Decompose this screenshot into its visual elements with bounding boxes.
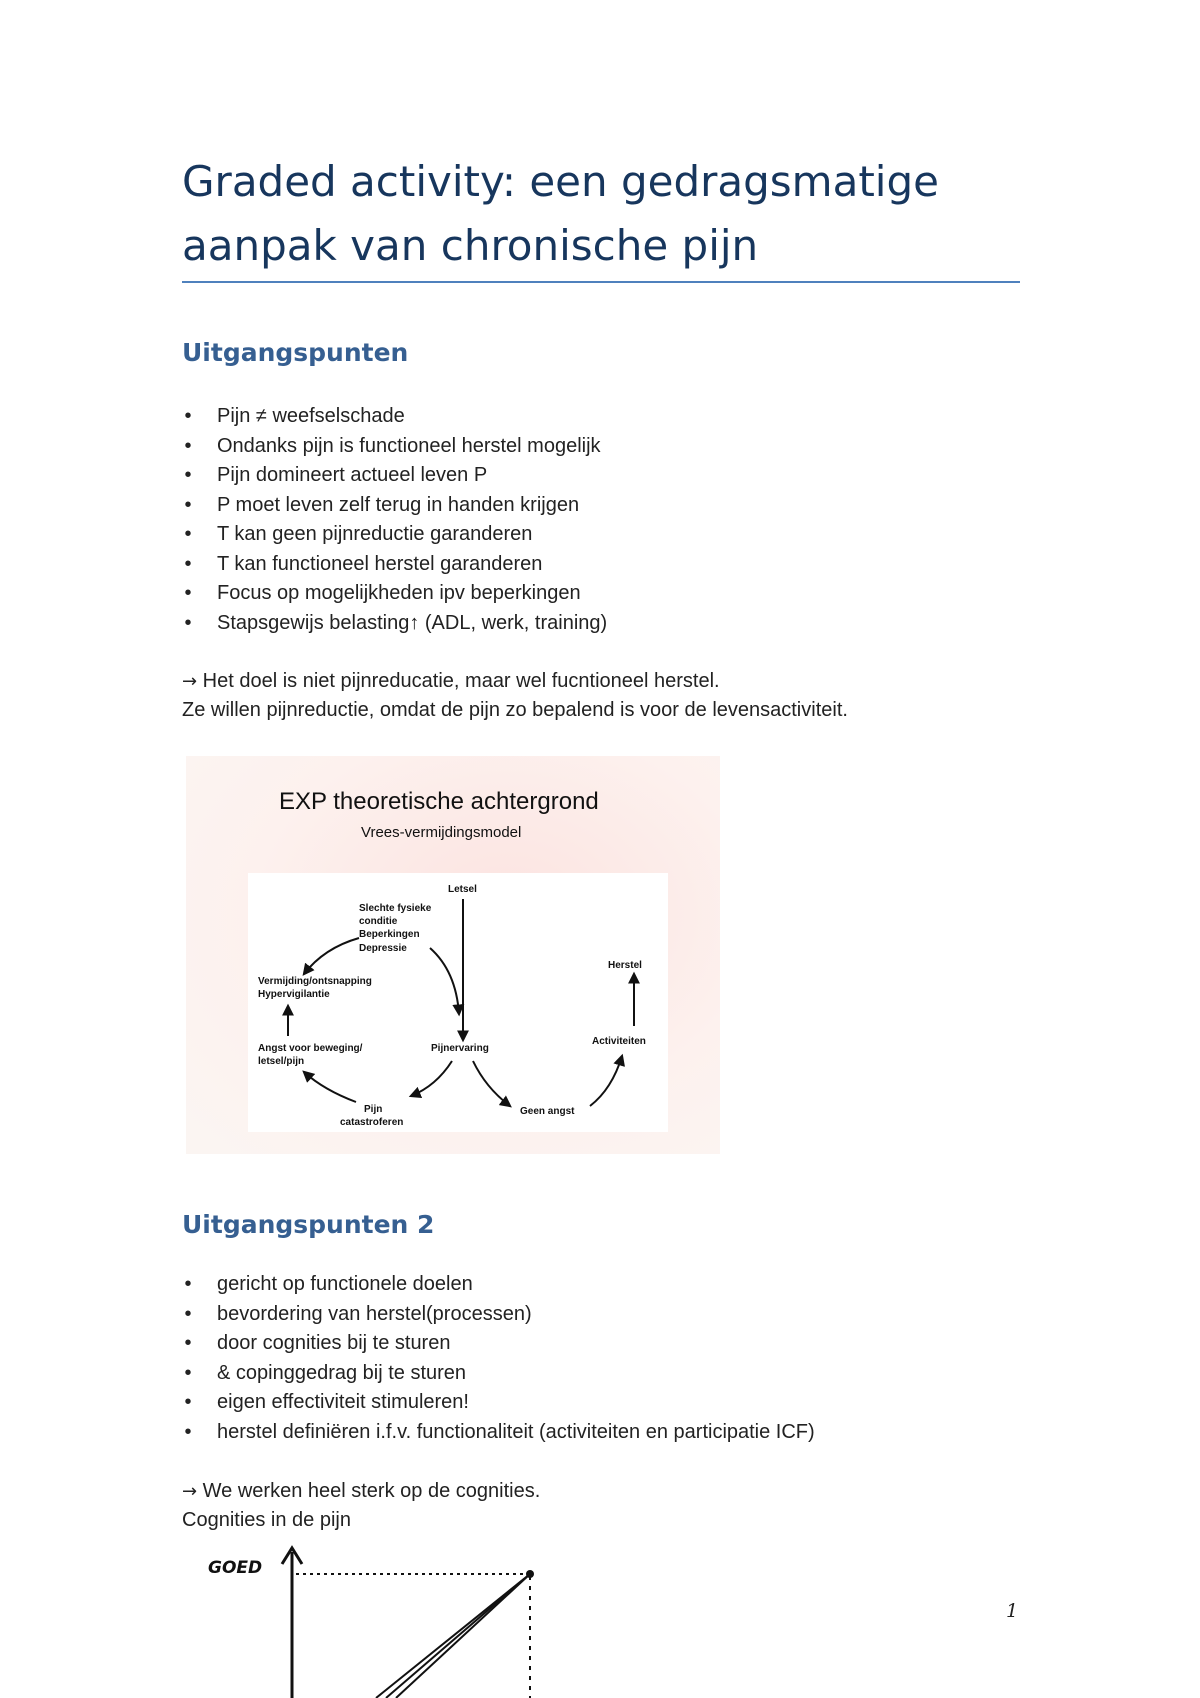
- list-item: • door cognities bij te sturen: [184, 1332, 451, 1354]
- cognities-sketch-figure: [186, 1540, 556, 1698]
- note-paragraph-1: → Het doel is niet pijnreducatie, maar wel fucntioneel herstel.: [182, 670, 720, 692]
- node-catastroferen-2: catastroferen: [340, 1117, 404, 1128]
- list-item: • Focus op mogelijkheden ipv beperkingen: [184, 582, 581, 604]
- section-heading-uitgangspunten: Uitgangspunten: [182, 338, 409, 367]
- page-number: 1: [1006, 1600, 1019, 1622]
- node-angst-2: letsel/pijn: [258, 1056, 305, 1067]
- list-item: • eigen effectiviteit stimuleren!: [184, 1391, 469, 1413]
- list-item: • Pijn domineert actueel leven P: [184, 464, 488, 486]
- node-geen-angst: Geen angst: [520, 1106, 575, 1117]
- arrow-right-icon: →: [182, 671, 198, 692]
- slide-subtitle: Vrees-vermijdingsmodel: [361, 824, 522, 841]
- fear-avoidance-model-figure: [186, 756, 720, 1154]
- list-item: • Pijn ≠ weefselschade: [184, 405, 405, 427]
- bullet-list-uitgangspunten-2: [182, 1270, 815, 1447]
- node-slechte-4: Depressie: [359, 943, 407, 954]
- list-item: • T kan geen pijnreductie garanderen: [184, 523, 533, 545]
- node-vermijding-2: Hypervigilantie: [258, 989, 330, 1000]
- node-slechte-1: Slechte fysieke: [359, 903, 432, 914]
- note-paragraph-4: Cognities in de pijn: [182, 1509, 351, 1531]
- node-vermijding-1: Vermijding/ontsnapping: [258, 976, 372, 987]
- list-item: • Stapsgewijs belasting↑ (ADL, werk, training): [184, 611, 608, 634]
- node-activiteiten: Activiteiten: [592, 1036, 646, 1047]
- list-item: • bevordering van herstel(processen): [184, 1302, 532, 1325]
- node-letsel: Letsel: [448, 884, 477, 895]
- sketch-line-2: [386, 1574, 530, 1698]
- slide-title: EXP theoretische achtergrond: [279, 788, 599, 815]
- arrow-right-icon: →: [182, 1481, 198, 1502]
- list-item: • gericht op functionele doelen: [184, 1273, 473, 1295]
- sketch-line-3: [396, 1574, 530, 1698]
- node-catastroferen-1: Pijn: [364, 1104, 383, 1115]
- list-item: • T kan functioneel herstel garanderen: [184, 552, 543, 575]
- node-slechte-3: Beperkingen: [359, 929, 420, 940]
- node-herstel: Herstel: [608, 960, 642, 971]
- list-item: • & copinggedrag bij te sturen: [184, 1361, 467, 1384]
- node-slechte-2: conditie: [359, 916, 398, 927]
- node-pijnervaring: Pijnervaring: [431, 1043, 489, 1054]
- title-underline: [182, 281, 1020, 283]
- note-paragraph-2: Ze willen pijnreductie, omdat de pijn zo bepalend is voor de levensactiviteit.: [182, 699, 848, 721]
- section-heading-uitgangspunten-2: Uitgangspunten 2: [182, 1210, 435, 1239]
- sketch-endpoint: [526, 1570, 534, 1578]
- label-goed: GOED: [208, 1558, 263, 1578]
- page-title: Graded activity: een gedragsmatige aanpak van chronische pijn: [182, 157, 939, 270]
- list-item: • P moet leven zelf terug in handen krijgen: [184, 493, 580, 516]
- bullet-list-uitgangspunten: [182, 402, 607, 638]
- node-angst-1: Angst voor beweging/: [258, 1043, 363, 1054]
- note-paragraph-3: → We werken heel sterk op de cognities.: [182, 1480, 541, 1502]
- list-item: • Ondanks pijn is functioneel herstel mogelijk: [184, 434, 601, 457]
- list-item: • herstel definiëren i.f.v. functionaliteit (activiteiten en participatie ICF): [184, 1420, 815, 1443]
